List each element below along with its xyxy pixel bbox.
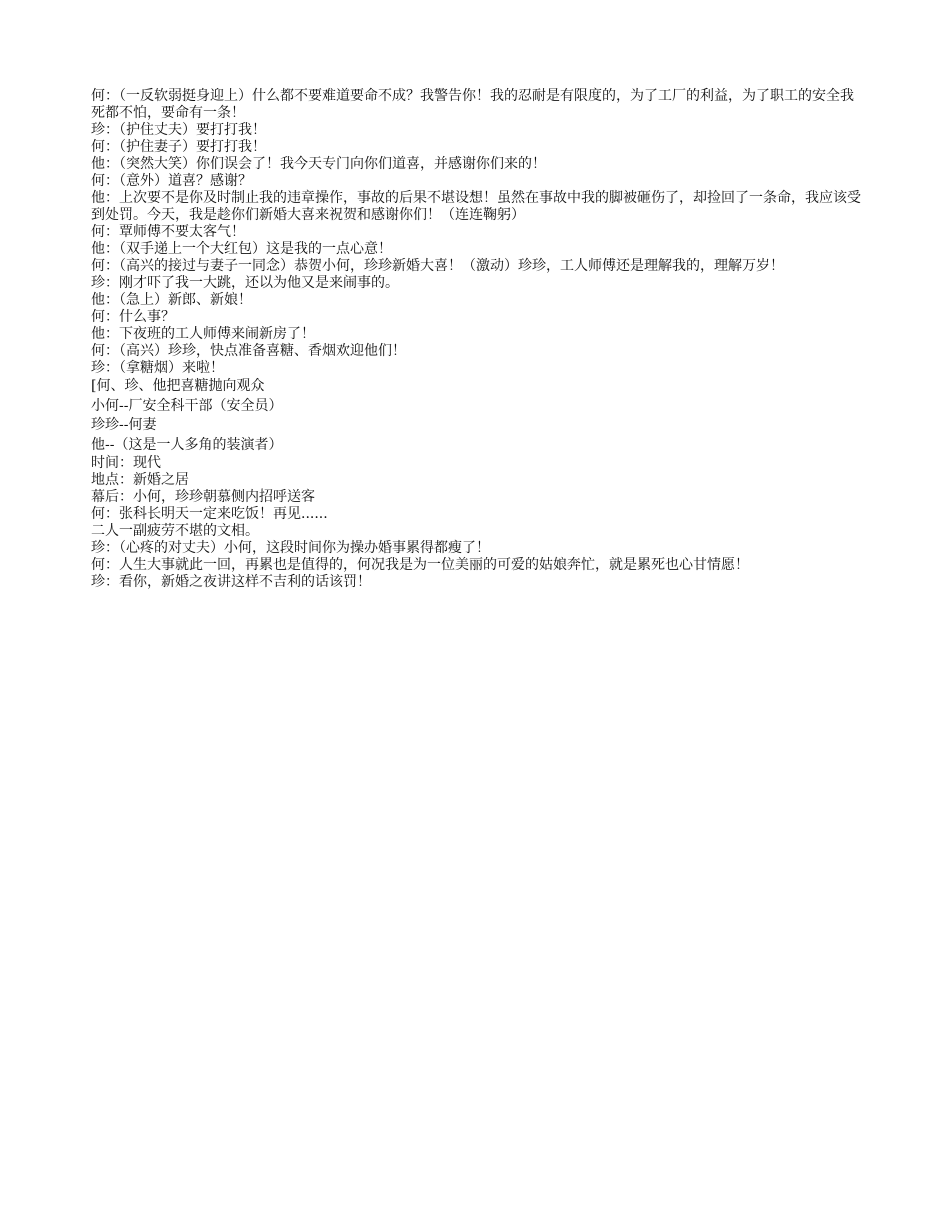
dialogue-line: 何：人生大事就此一回，再累也是值得的，何况我是为一位美丽的可爱的姑娘奔忙，就是累死也心甘情愿！ (91, 557, 749, 573)
dialogue-line: 何：覃师傅不要太客气！ (91, 224, 245, 240)
setting-time: 时间：现代 (91, 455, 161, 471)
dialogue-line: 何：（护住妻子）要打打我！ (91, 139, 266, 155)
dialogue-line: 何：（一反软弱挺身迎上）什么都不要难道要命不成？我警告你！我的忍耐是有限度的，为了工厂的利益，为了职工的安全我死都不怕，要命有一条！ (91, 88, 854, 121)
character-entry: 他--（这是一人多角的装演者） (91, 436, 283, 453)
dialogue-line: 何：（意外）道喜？感谢？ (91, 173, 252, 189)
setting-place: 地点：新婚之居 (91, 472, 189, 488)
dialogue-line: 他：（双手递上一个大红包）这是我的一点心意！ (91, 241, 392, 257)
character-entry: 小何--厂安全科干部（安全员） (91, 397, 283, 414)
dialogue-line: 何：什么事？ (91, 309, 175, 325)
document-page (91, 88, 861, 591)
dialogue-line: 何：（高兴）珍珍，快点准备喜糖、香烟欢迎他们！ (91, 343, 406, 359)
stage-direction: 幕后：小何，珍珍朝慕侧内招呼送客 (91, 489, 315, 505)
dialogue-line: 珍：刚才吓了我一大跳，还以为他又是来闹事的。 (91, 275, 399, 291)
dialogue-line: 他：（急上）新郎、新娘！ (91, 292, 252, 308)
dialogue-line: 何：张科长明天一定来吃饭！再见...... (91, 506, 328, 522)
dialogue-line: 珍：（心疼的对丈夫）小何，这段时间你为操办婚事累得都瘦了！ (91, 540, 490, 556)
dialogue-line: 他：（突然大笑）你们误会了！我今天专门向你们道喜，并感谢你们来的！ (91, 156, 546, 172)
stage-direction: [何、珍、他把喜糖抛向观众 (91, 378, 265, 394)
dialogue-line: 他：下夜班的工人师傅来闹新房了！ (91, 326, 315, 342)
character-entry: 珍珍--何妻 (91, 417, 157, 433)
dialogue-line: 他：上次要不是你及时制止我的违章操作，事故的后果不堪设想！虽然在事故中我的脚被砸伤了，却捡回了一条命，我应该受到处罚。今天，我是趁你们新婚大喜来祝贺和感谢你们！（连连鞠躬） (91, 190, 861, 223)
dialogue-line: 珍：（护住丈夫）要打打我！ (91, 122, 266, 138)
dialogue-line: 珍：看你，新婚之夜讲这样不吉利的话该罚！ (91, 574, 371, 590)
dialogue-line: 珍：（拿糖烟）来啦！ (91, 360, 224, 376)
dialogue-line: 何：（高兴的接过与妻子一同念）恭贺小何，珍珍新婚大喜！（激动）珍珍，工人师傅还是理解我的，理解万岁！ (91, 258, 784, 274)
stage-direction: 二人一副疲劳不堪的文相。 (91, 523, 259, 539)
